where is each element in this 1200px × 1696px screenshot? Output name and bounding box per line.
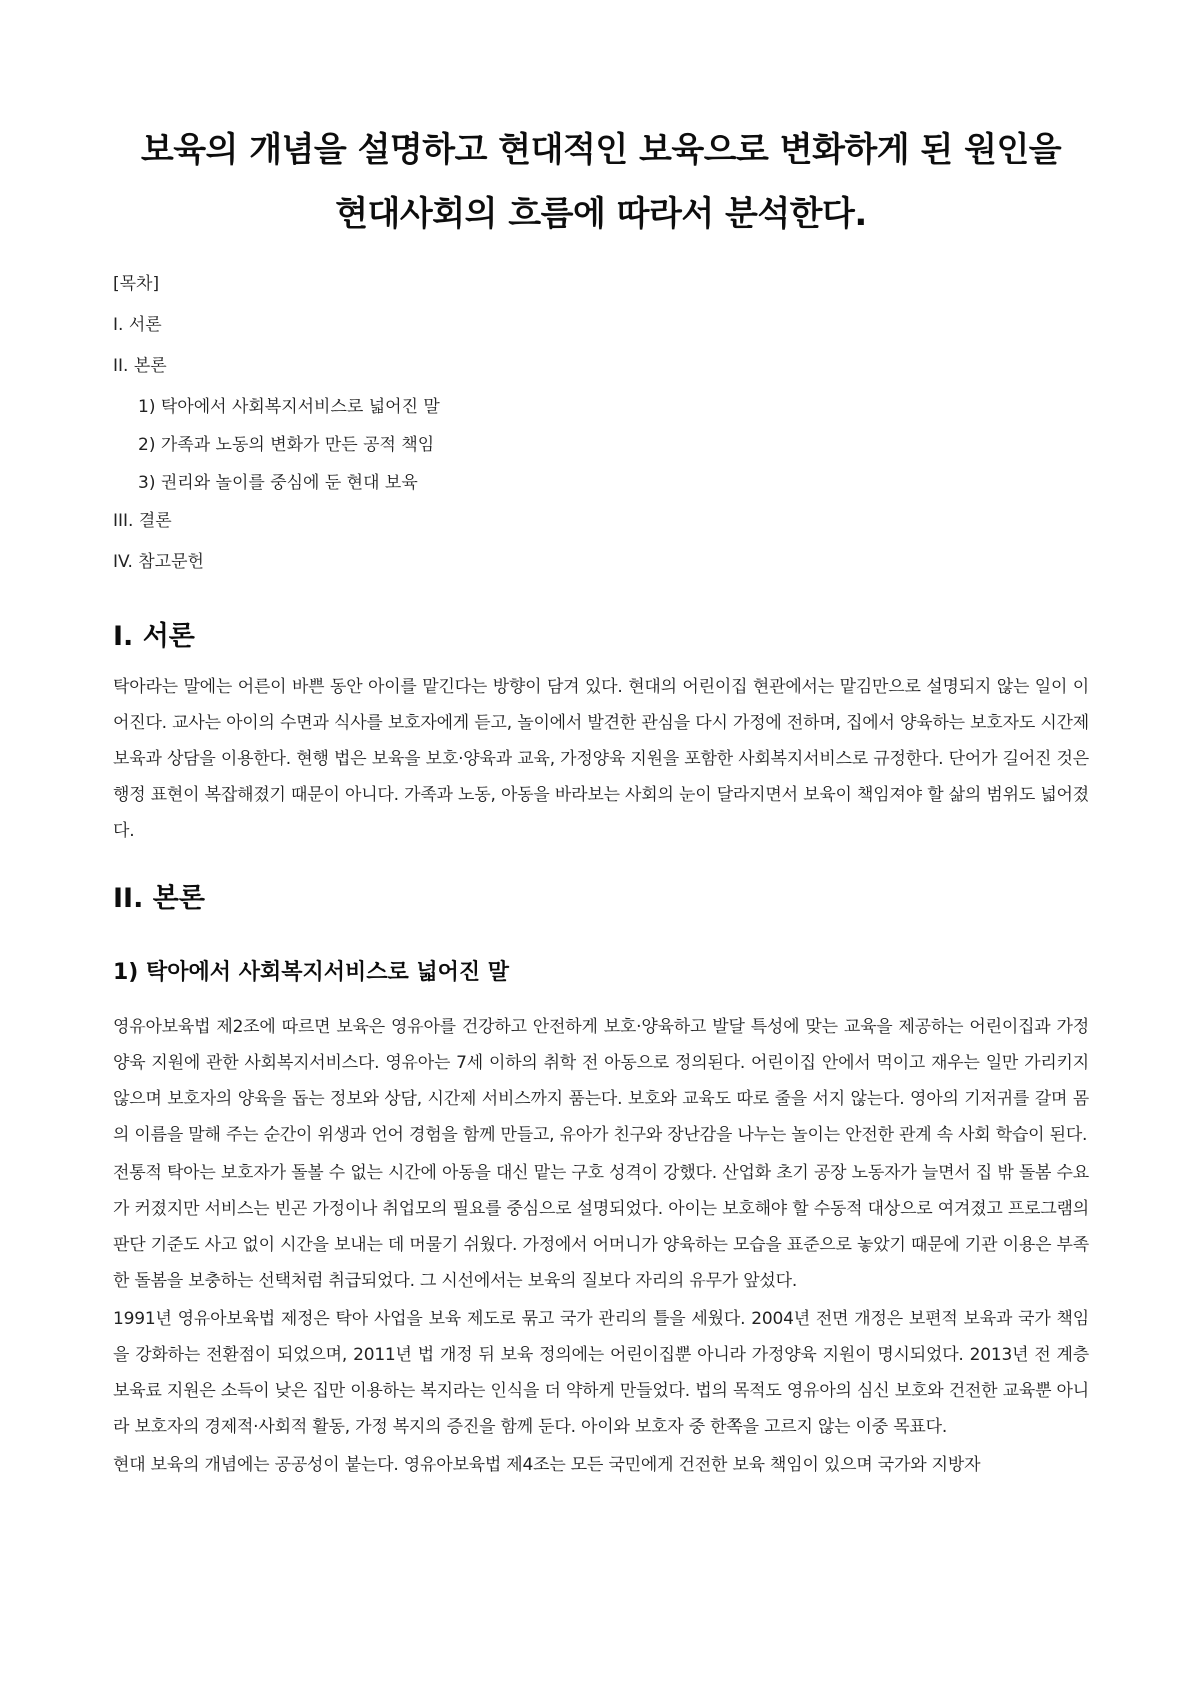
document-title-line-1: 보육의 개념을 설명하고 현대적인 보육으로 변화하게 된 원인을 <box>140 130 1062 170</box>
toc-item-introduction: I. 서론 <box>113 315 162 335</box>
body-paragraph-2: 전통적 탁아는 보호자가 돌볼 수 없는 시간에 아동을 대신 맡는 구호 성격이 강했다. 산업화 초기 공장 노동자가 늘면서 집 밖 돌봄 수요가 커졌지만 서비스는 빈곤 가정이나 취업모의 필요를 중심으로 설명되었다. 아이는 보호해야 할 수동적 대상으로 여겨졌고 프로그램의 판단 기준도 사고 없이 시간을 보내는 데 머물기 쉬웠다. 가정에서 어머니가 양육하는 모습을 표준으로 놓았기 때문에 기관 이용은 부족한 돌봄을 보충하는 선택처럼 취급되었다. 그 시선에서는 보육의 질보다 자리의 유무가 앞섰다. <box>113 1163 1089 1291</box>
body-paragraph-3: 1991년 영유아보육법 제정은 탁아 사업을 보육 제도로 묶고 국가 관리의 틀을 세웠다. 2004년 전면 개정은 보편적 보육과 국가 책임을 강화하는 전환점이 되었으며, 2011년 법 개정 뒤 보육 정의에는 어린이집뿐 아니라 가정양육 지원이 명시되었다. 2013년 전 계층 보육료 지원은 소득이 낮은 집만 이용하는 복지라는 인식을 더 약하게 만들었다. 법의 목적도 영유아의 심신 보호와 건전한 교육뿐 아니라 보호자의 경제적·사회적 활동, 가정 복지의 증진을 함께 둔다. 아이와 보호자 중 한쪽을 고르지 않는 이중 목표다. <box>113 1309 1089 1437</box>
toc-item-body-subsection-3: 3) 권리와 놀이를 중심에 둔 현대 보육 <box>138 473 418 493</box>
introduction-paragraph: 탁아라는 말에는 어른이 바쁜 동안 아이를 맡긴다는 방향이 담겨 있다. 현대의 어린이집 현관에서는 맡김만으로 설명되지 않는 일이 이어진다. 교사는 아이의 수면과 식사를 보호자에게 듣고, 놀이에서 발견한 관심을 다시 가정에 전하며, 집에서 양육하는 보호자도 시간제보육과 상담을 이용한다. 현행 법은 보육을 보호·양육과 교육, 가정양육 지원을 포함한 사회복지서비스로 규정한다. 단어가 길어진 것은 행정 표현이 복잡해졌기 때문이 아니다. 가족과 노동, 아동을 바라보는 사회의 눈이 달라지면서 보육이 책임져야 할 삶의 범위도 넓어졌다. <box>113 677 1089 841</box>
toc-item-conclusion: III. 결론 <box>113 511 172 531</box>
table-of-contents <box>113 272 1089 574</box>
section-heading-introduction: I. 서론 <box>113 621 195 652</box>
subsection-heading-1: 1) 탁아에서 사회복지서비스로 넓어진 말 <box>113 960 510 985</box>
body-paragraph-4: 현대 보육의 개념에는 공공성이 붙는다. 영유아보육법 제4조는 모든 국민에게 건전한 보육 책임이 있으며 국가와 지방자 <box>113 1455 981 1475</box>
toc-item-body: II. 본론 <box>113 356 167 376</box>
document-title <box>113 118 1089 246</box>
body-paragraph-1: 영유아보육법 제2조에 따르면 보육은 영유아를 건강하고 안전하게 보호·양육하고 발달 특성에 맞는 교육을 제공하는 어린이집과 가정양육 지원에 관한 사회복지서비스다. 영유아는 7세 이하의 취학 전 아동으로 정의된다. 어린이집 안에서 먹이고 재우는 일만 가리키지 않으며 보호자의 양육을 돕는 정보와 상담, 시간제 서비스까지 품는다. 보호와 교육도 따로 줄을 서지 않는다. 영아의 기저귀를 갈며 몸의 이름을 말해 주는 순간이 위생과 언어 경험을 함께 만들고, 유아가 친구와 장난감을 나누는 놀이는 안전한 관계 속 사회 학습이 된다. <box>113 1017 1089 1145</box>
toc-item-body-subsection-1: 1) 탁아에서 사회복지서비스로 넓어진 말 <box>138 397 440 417</box>
section-heading-body: II. 본론 <box>113 883 205 914</box>
document-title-line-2: 현대사회의 흐름에 따라서 분석한다. <box>335 194 867 234</box>
toc-heading: [목차] <box>113 274 160 294</box>
toc-item-body-subsection-2: 2) 가족과 노동의 변화가 만든 공적 책임 <box>138 435 435 455</box>
toc-item-references: IV. 참고문헌 <box>113 552 204 572</box>
